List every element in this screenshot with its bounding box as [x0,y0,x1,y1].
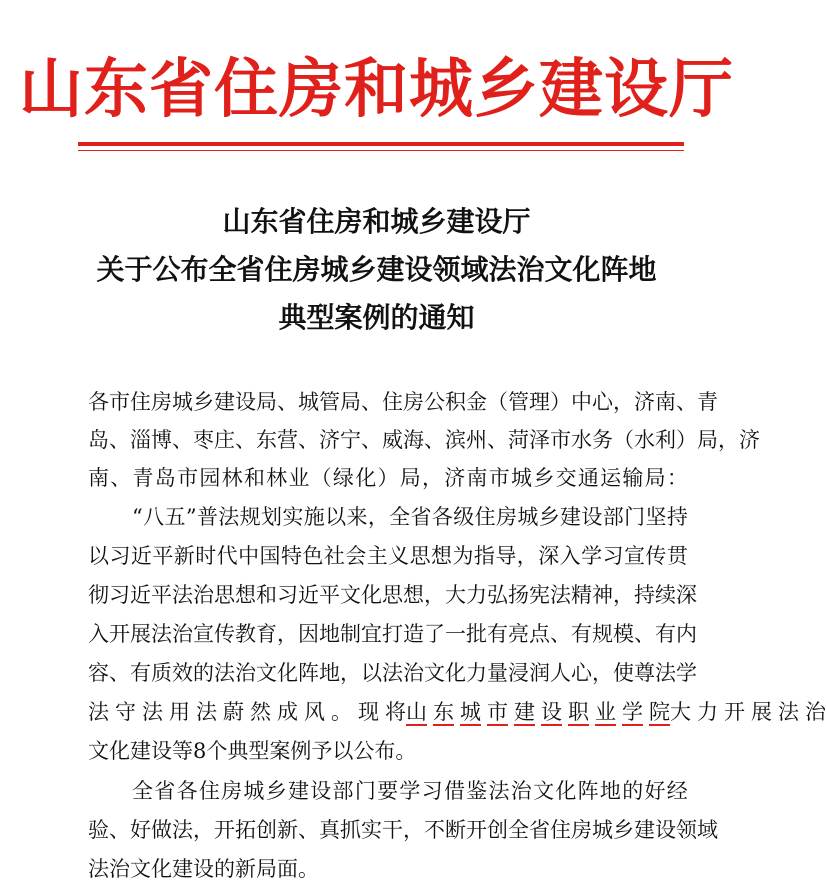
school-name-highlight: 山 东 城 市 建 设 职 业 学 院 [406,700,670,724]
body-line: “ 八 五 ” 普 法 规 划 实 施 以 来 ， 全 省 各 级 住 房 城 乡 建 设 部 门 坚 持 [132,505,688,529]
body-line: 法 治 文 化 建 设 的 新 局 面 。 [88,857,319,881]
notice-title-line-3: 典型案例的通知 [278,301,475,334]
body-line: 彻 习 近 平 法 治 思 想 和 习 近 平 文 化 思 想 ， 大 力 弘 扬 宪 法 精 神 ， 持 续 深 [88,583,697,607]
body-line-highlight [88,692,826,732]
body-line: 容 、 有 质 效 的 法 治 文 化 阵 地 ， 以 法 治 文 化 力 量 浸 润 人 心 ， 使 尊 法 学 [88,661,697,685]
body-line: 验 、 好 做 法 ， 开 拓 创 新 、 真 抓 实 干 ， 不 断 开 创 全 省 住 房 城 乡 建 设 领 域 [88,818,718,842]
body-line: 各 市 住 房 城 乡 建 设 局 、 城 管 局 、 住 房 公 积 金 （ 管 理 ） 中 心 ， 济 南 、 青 [88,390,718,414]
masthead-title: 山东省住房和城乡建设厅 [19,53,734,127]
masthead-rule-thick [78,142,684,146]
body-line: 岛 、 淄 博 、 枣 庄 、 东 营 、 济 宁 、 威 海 、 滨 州 、 菏 泽 市 水 务 （ 水 利 ） 局 ， 济 [88,428,760,452]
notice-title-line-1: 山东省住房和城乡建设厅 [222,205,531,238]
notice-title-line-2: 关于公布全省住房城乡建设领域法治文化阵地 [96,253,657,286]
body-line: 南 、 青 岛 市 园 林 和 林 业 （ 绿 化 ） 局 ， 济 南 市 城 乡 交 通 运 输 局 ： [88,466,688,490]
body-line: 全 省 各 住 房 城 乡 建 设 部 门 要 学 习 借 鉴 法 治 文 化 阵 地 的 好 经 [132,779,688,803]
body-line: 文 化 建 设 等 8 个 典 型 案 例 予 以 公 布 。 [88,739,417,763]
masthead-rule-thin [78,150,684,151]
body-line: 入 开 展 法 治 宣 传 教 育 ， 因 地 制 宜 打 造 了 一 批 有 亮 点 、 有 规 模 、 有 内 [88,622,697,646]
body-text-segment: 法 守 法 用 法 蔚 然 成 风 。 现 将 [88,700,406,724]
body-line: 以 习 近 平 新 时 代 中 国 特 色 社 会 主 义 思 想 为 指 导 ， 深 入 学 习 宣 传 贯 [88,544,688,568]
body-text-segment: 大 力 开 展 法 治 [670,700,826,724]
